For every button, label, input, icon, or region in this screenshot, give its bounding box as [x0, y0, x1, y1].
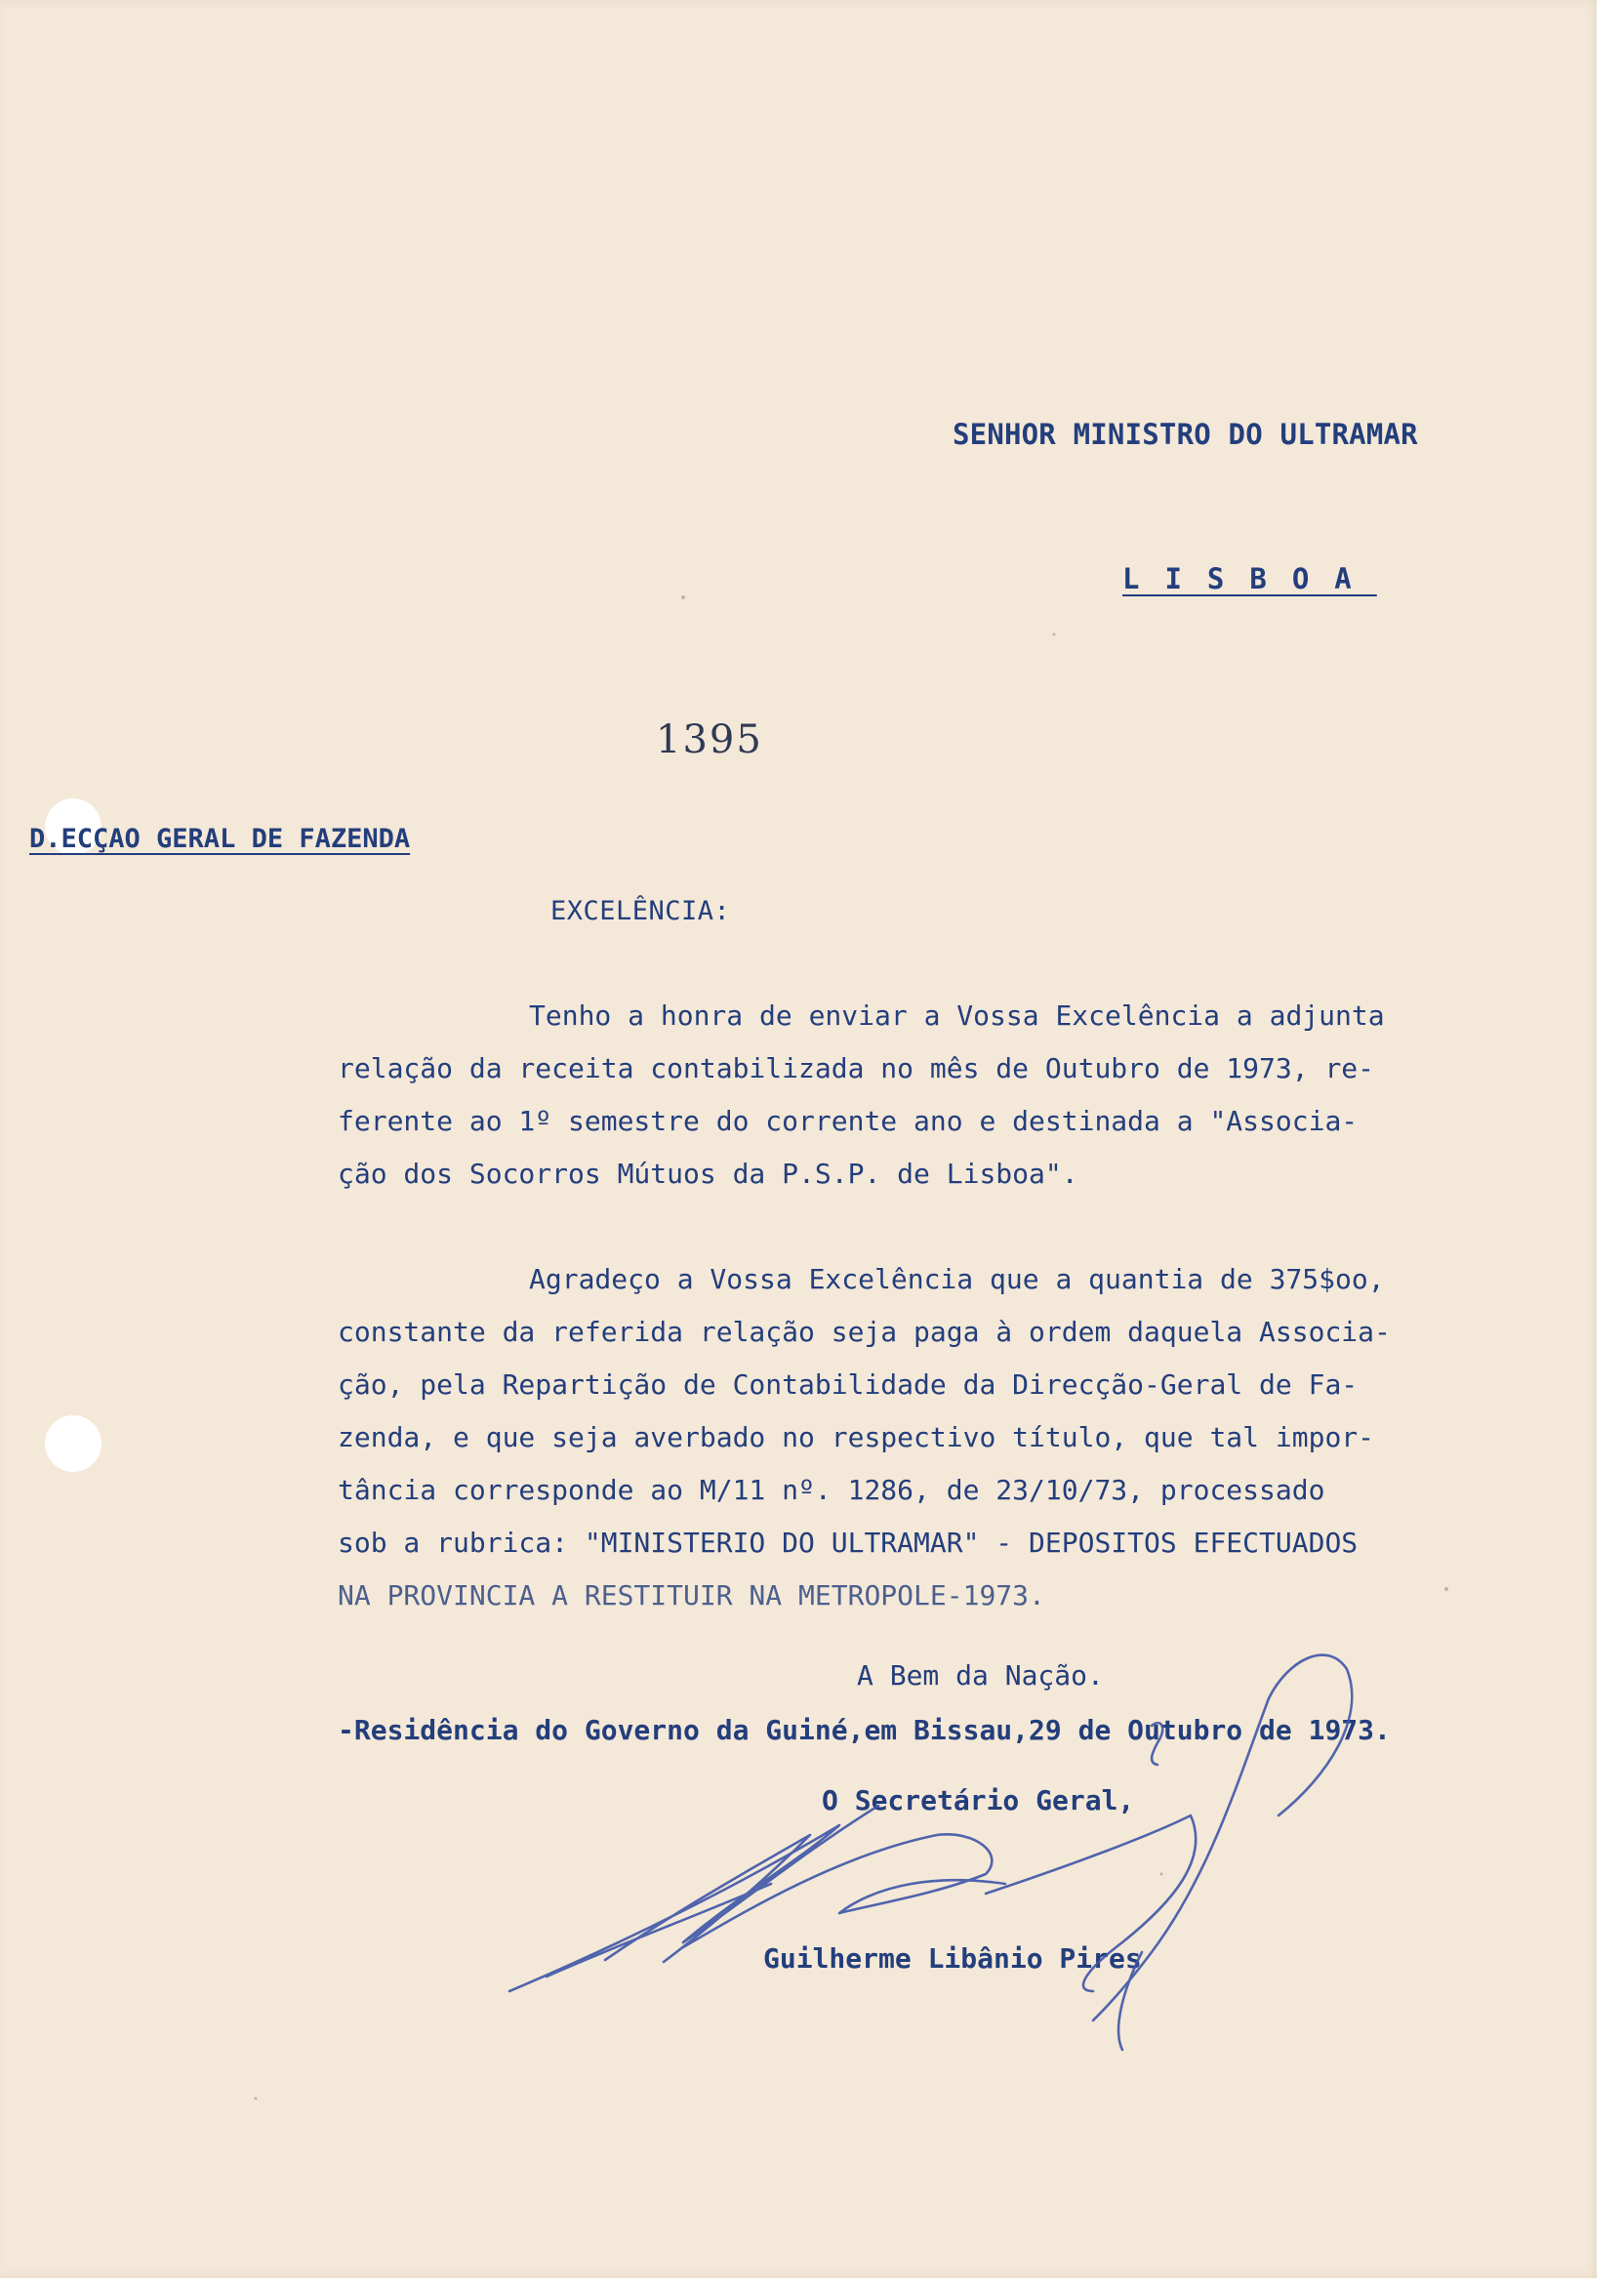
paragraph-line: NA PROVINCIA A RESTITUIR NA METROPOLE-1973. [338, 1579, 1045, 1611]
paragraph-line: Tenho a honra de enviar a Vossa Excelência a adjunta [529, 999, 1385, 1032]
paragraph-line: zenda, e que seja averbado no respectivo título, que tal impor- [338, 1421, 1375, 1453]
document-number: 1395 [656, 717, 763, 762]
paragraph-line: Agradeço a Vossa Excelência que a quantia de 375$oo, [529, 1263, 1385, 1295]
paragraph-line: constante da referida relação seja paga à ordem daquela Associa- [338, 1316, 1391, 1348]
department-heading: D.ECÇAO GERAL DE FAZENDA [29, 824, 411, 854]
salutation: EXCELÊNCIA: [550, 896, 731, 926]
paragraph-line: ferente ao 1º semestre do corrente ano e destinada a "Associa- [338, 1105, 1359, 1137]
addressee: SENHOR MINISTRO DO ULTRAMAR [953, 418, 1418, 451]
addressee-city: LISBOA [1122, 562, 1377, 595]
paragraph-line: ção dos Socorros Mútuos da P.S.P. de Lisboa". [338, 1158, 1078, 1190]
paragraph-line: tância corresponde ao M/11 nº. 1286, de 23/10/73, processado [338, 1474, 1325, 1506]
closing-formula: A Bem da Nação. [857, 1659, 1104, 1692]
paragraph-line: relação da receita contabilizada no mês de Outubro de 1973, re- [338, 1052, 1375, 1084]
place-and-date: -Residência do Governo da Guiné,em Bissau,29 de Outubro de 1973. [338, 1714, 1391, 1746]
signatory-title: O Secretário Geral, [822, 1784, 1135, 1816]
signatory-name: Guilherme Libânio Pires [763, 1942, 1142, 1975]
paragraph-line: sob a rubrica: "MINISTERIO DO ULTRAMAR" - DEPOSITOS EFECTUADOS [338, 1527, 1359, 1559]
page-margin [1597, 0, 1624, 2284]
paragraph-line: ção, pela Repartição de Contabilidade da Direcção-Geral de Fa- [338, 1368, 1359, 1401]
